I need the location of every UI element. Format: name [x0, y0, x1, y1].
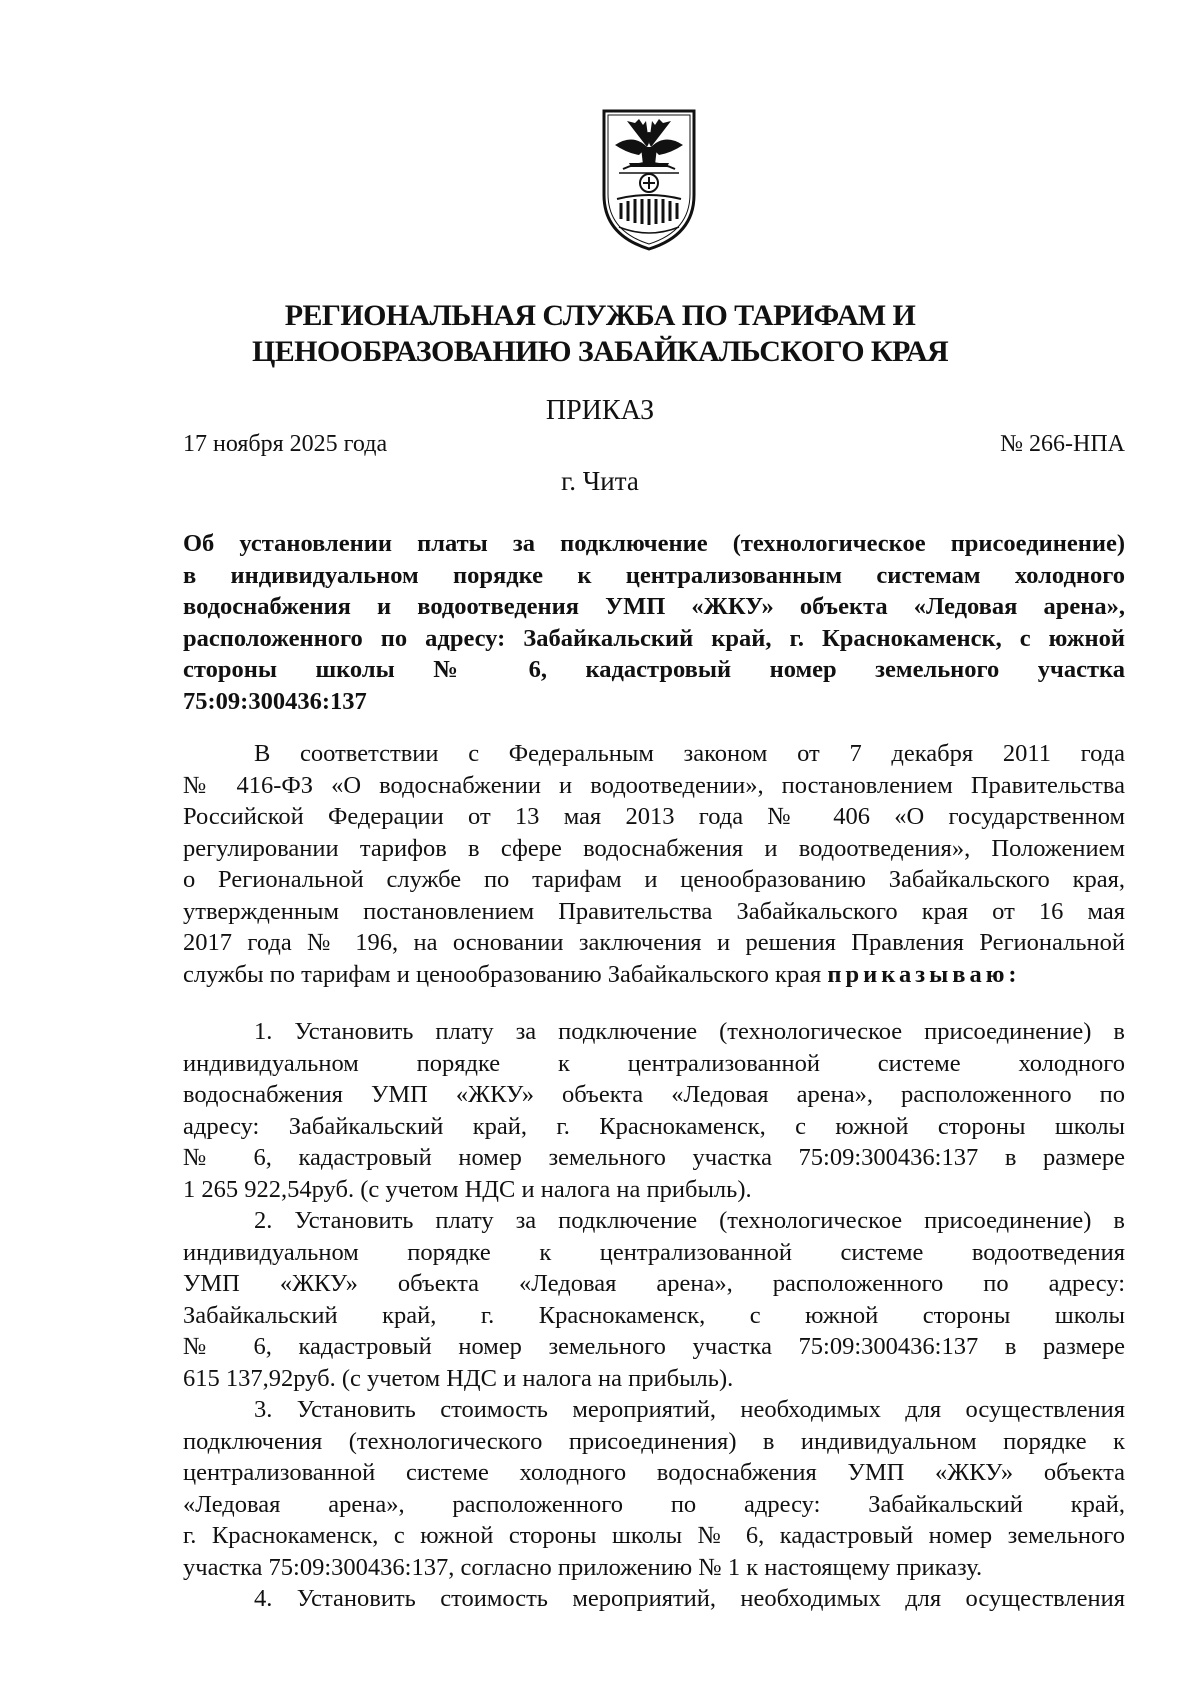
subject-line: Об установлении платы за подключение (технологическое присоединение): [183, 530, 1125, 557]
order-date: 17 ноября 2025 года: [183, 431, 388, 457]
subject-line: водоснабжения и водоотведения УМП «ЖКУ» объекта «Ледовая арена»,: [183, 593, 1125, 620]
order-item-1: [183, 1016, 1125, 1205]
order-number: № 266-НПА: [1000, 431, 1125, 457]
paragraph-spacer: [183, 990, 1125, 1016]
subject-line: стороны школы № 6, кадастровый номер земельного участка: [183, 656, 1125, 683]
body-line: г. Краснокаменск, с южной стороны школы № 6, кадастровый номер земельного: [183, 1522, 1125, 1549]
body-line: о Региональной службе по тарифам и ценообразованию Забайкальского края,: [183, 866, 1125, 893]
body-line: регулировании тарифов в сфере водоснабжения и водоотведения», Положением: [183, 834, 1125, 862]
body-line: адресу: Забайкальский край, г. Краснокаменск, с южной стороны школы: [183, 1112, 1125, 1140]
coat-of-arms-emblem: [599, 103, 699, 253]
body-line: индивидуальном порядке к централизованной системе водоотведения: [183, 1238, 1125, 1266]
organization-title: [150, 298, 1050, 370]
body-line: № 6, кадастровый номер земельного участка 75:09:300436:137 в размере: [183, 1144, 1125, 1171]
issue-city: г. Чита: [561, 466, 639, 496]
subject-line: 75:09:300436:137: [183, 687, 367, 715]
body-line: индивидуальном порядке к централизованной системе холодного: [183, 1049, 1125, 1077]
body-line: водоснабжения УМП «ЖКУ» объекта «Ледовая арена», расположенного по: [183, 1081, 1125, 1108]
body-line: 1 265 922,54руб. (с учетом НДС и налога на прибыль).: [183, 1175, 752, 1203]
order-item-3: [183, 1394, 1125, 1583]
body-line: 4. Установить стоимость мероприятий, необходимых для осуществления: [254, 1585, 1125, 1612]
body-line: «Ледовая арена», расположенного по адресу: Забайкальский край,: [183, 1490, 1125, 1518]
body-line: Забайкальский край, г. Краснокаменск, с южной стороны школы: [183, 1301, 1125, 1329]
order-body: [183, 738, 1125, 1615]
body-line: Российской Федерации от 13 мая 2013 года № 406 «О государственном: [183, 803, 1125, 830]
body-line: № 416-ФЗ «О водоснабжении и водоотведении», постановлением Правительства: [183, 771, 1125, 799]
order-item-2: [183, 1205, 1125, 1394]
document-type: ПРИКАЗ: [545, 395, 655, 426]
order-item-4: [183, 1583, 1125, 1615]
body-line: участка 75:09:300436:137, согласно приложению № 1 к настоящему приказу.: [183, 1553, 983, 1581]
body-line: № 6, кадастровый номер земельного участка 75:09:300436:137 в размере: [183, 1333, 1125, 1360]
subject-line: расположенного по адресу: Забайкальский край, г. Краснокаменск, с южной: [183, 624, 1125, 652]
body-line: 3. Установить стоимость мероприятий, необходимых для осуществления: [254, 1396, 1125, 1423]
order-subject: [183, 528, 1125, 717]
body-line: 2017 года № 196, на основании заключения и решения Правления Региональной: [183, 929, 1125, 956]
body-line: централизованной системе холодного водоснабжения УМП «ЖКУ» объекта: [183, 1459, 1125, 1486]
subject-line: в индивидуальном порядке к централизованным системам холодного: [183, 561, 1125, 589]
body-line: УМП «ЖКУ» объекта «Ледовая арена», расположенного по адресу:: [183, 1270, 1125, 1297]
body-line: 2. Установить плату за подключение (технологическое присоединение) в: [254, 1207, 1125, 1234]
body-line: подключения (технологического присоединения) в индивидуальном порядке к: [183, 1427, 1125, 1455]
body-line: 615 137,92руб. (с учетом НДС и налога на прибыль).: [183, 1364, 734, 1392]
body-line-text: службы по тарифам и ценообразованию Забайкальского края: [183, 960, 822, 988]
organization-title-line-1: РЕГИОНАЛЬНАЯ СЛУЖБА ПО ТАРИФАМ И: [284, 299, 916, 332]
order-word: приказываю:: [827, 960, 1021, 988]
body-line: В соответствии с Федеральным законом от 7 декабря 2011 года: [254, 740, 1125, 767]
organization-title-line-2: ЦЕНООБРАЗОВАНИЮ ЗАБАЙКАЛЬСКОГО КРАЯ: [251, 335, 949, 368]
body-line: [183, 959, 1125, 991]
body-line: 1. Установить плату за подключение (технологическое присоединение) в: [254, 1018, 1125, 1045]
preamble-paragraph: [183, 738, 1125, 990]
body-line: утвержденным постановлением Правительства Забайкальского края от 16 мая: [183, 897, 1125, 925]
